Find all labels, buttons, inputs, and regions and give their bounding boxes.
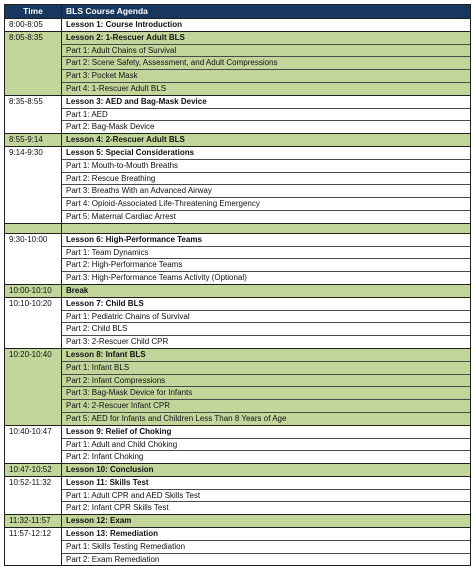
agenda-item-cell [62, 348, 471, 425]
agenda-row [5, 464, 471, 477]
time-cell: 8:00-8:05 [5, 19, 62, 32]
lesson-title: Lesson 11: Skills Test [66, 477, 149, 487]
lesson-part: Part 2: Infant Compressions [62, 374, 470, 387]
lesson-part: Part 2: Rescue Breathing [62, 172, 470, 185]
agenda-item-cell [62, 284, 471, 297]
time-cell: 10:47-10:52 [5, 464, 62, 477]
lesson-part: Part 2: Child BLS [62, 322, 470, 335]
time-cell: 10:00-10:10 [5, 284, 62, 297]
lesson-part: Part 1: Mouth-to-Mouth Breaths [62, 159, 470, 172]
agenda-row [5, 223, 471, 233]
time-cell: 8:55-9:14 [5, 134, 62, 147]
lesson-part: Part 1: Team Dynamics [62, 246, 470, 259]
time-cell: 10:20-10:40 [5, 348, 62, 425]
lesson-title: Lesson 1: Course Introduction [66, 20, 183, 29]
agenda-row [5, 146, 471, 223]
agenda-item-cell [62, 31, 471, 95]
lesson-title: Lesson 10: Conclusion [66, 465, 154, 475]
time-cell: 8:05-8:35 [5, 31, 62, 95]
lesson-part: Part 2: Exam Remediation [62, 553, 470, 566]
agenda-body [5, 19, 471, 566]
agenda-item-cell [62, 223, 471, 233]
lesson-part: Part 2: Infant Choking [62, 450, 470, 463]
lesson-part: Part 3: Breaths With an Advanced Airway [62, 184, 470, 197]
agenda-item-cell [62, 515, 471, 528]
lesson-part: Part 1: Adult and Child Choking [62, 438, 470, 451]
lesson-part: Part 3: 2-Rescuer Child CPR [62, 335, 470, 348]
time-column-header: Time [5, 5, 62, 19]
time-cell: 10:52-11:32 [5, 476, 62, 514]
agenda-row [5, 515, 471, 528]
lesson-title: Lesson 3: AED and Bag-Mask Device [66, 96, 207, 106]
lesson-part: Part 1: Pediatric Chains of Survival [62, 310, 470, 323]
lesson-part: Part 3: Bag-Mask Device for Infants [62, 386, 470, 399]
bls-agenda-table [4, 4, 471, 566]
lesson-part: Part 3: Pocket Mask [62, 69, 470, 82]
agenda-item-cell [62, 233, 471, 284]
agenda-item-cell [62, 146, 471, 223]
lesson-part: Part 4: 1-Rescuer Adult BLS [62, 82, 470, 95]
lesson-title: Lesson 6: High-Performance Teams [66, 234, 202, 244]
agenda-item-cell [62, 425, 471, 463]
lesson-part: Part 2: Bag-Mask Device [62, 120, 470, 133]
lesson-part: Part 1: Skills Testing Remediation [62, 540, 470, 553]
lesson-part: Part 1: Infant BLS [62, 361, 470, 374]
agenda-row [5, 476, 471, 514]
lesson-title: Lesson 8: Infant BLS [66, 349, 146, 359]
lesson-part: Part 5: Maternal Cardiac Arrest [62, 210, 470, 223]
agenda-row [5, 31, 471, 95]
agenda-item-cell [62, 476, 471, 514]
lesson-part: Part 1: AED [62, 108, 470, 121]
time-cell: 11:32-11:57 [5, 515, 62, 528]
time-cell: 11:57-12:12 [5, 528, 62, 566]
lesson-part: Part 4: Opioid-Associated Life-Threatening Emergency [62, 197, 470, 210]
lesson-title: Lesson 13: Remediation [66, 529, 159, 539]
agenda-row [5, 95, 471, 133]
agenda-item-cell [62, 464, 471, 477]
agenda-column-header: BLS Course Agenda [62, 5, 471, 19]
lesson-part: Part 1: Adult CPR and AED Skills Test [62, 489, 470, 502]
agenda-row [5, 134, 471, 147]
agenda-item-cell [62, 19, 471, 32]
time-cell: 9:30-10:00 [5, 233, 62, 284]
lesson-title: Lesson 5: Special Considerations [66, 147, 195, 157]
lesson-title: Lesson 9: Relief of Choking [66, 426, 172, 436]
lesson-title: Lesson 7: Child BLS [66, 298, 144, 308]
lesson-part: Part 2: Infant CPR Skills Test [62, 501, 470, 514]
agenda-item-cell [62, 297, 471, 348]
agenda-item-cell [62, 134, 471, 147]
header-row [5, 5, 471, 19]
agenda-item-cell [62, 95, 471, 133]
lesson-title: Lesson 12: Exam [66, 516, 132, 526]
time-cell: 9:14-9:30 [5, 146, 62, 223]
agenda-row [5, 425, 471, 463]
lesson-part: Part 5: AED for Infants and Children Less Than 8 Years of Age [62, 412, 470, 425]
time-cell: 8:35-8:55 [5, 95, 62, 133]
agenda-row [5, 284, 471, 297]
lesson-part: Part 3: High-Performance Teams Activity (Optional) [62, 271, 470, 284]
time-cell: 10:40-10:47 [5, 425, 62, 463]
lesson-part: Part 2: Scene Safety, Assessment, and Adult Compressions [62, 56, 470, 69]
agenda-row [5, 19, 471, 32]
agenda-row [5, 348, 471, 425]
lesson-title: Lesson 4: 2-Rescuer Adult BLS [66, 135, 185, 145]
lesson-title: Break [66, 285, 89, 295]
agenda-item-cell [62, 528, 471, 566]
lesson-part: Part 4: 2-Rescuer Infant CPR [62, 399, 470, 412]
agenda-row [5, 528, 471, 566]
lesson-part: Part 1: Adult Chains of Survival [62, 44, 470, 57]
agenda-row [5, 233, 471, 284]
time-cell [5, 223, 62, 233]
lesson-part: Part 2: High-Performance Teams [62, 258, 470, 271]
time-cell: 10:10-10:20 [5, 297, 62, 348]
agenda-row [5, 297, 471, 348]
lesson-title: Lesson 2: 1-Rescuer Adult BLS [66, 32, 185, 42]
